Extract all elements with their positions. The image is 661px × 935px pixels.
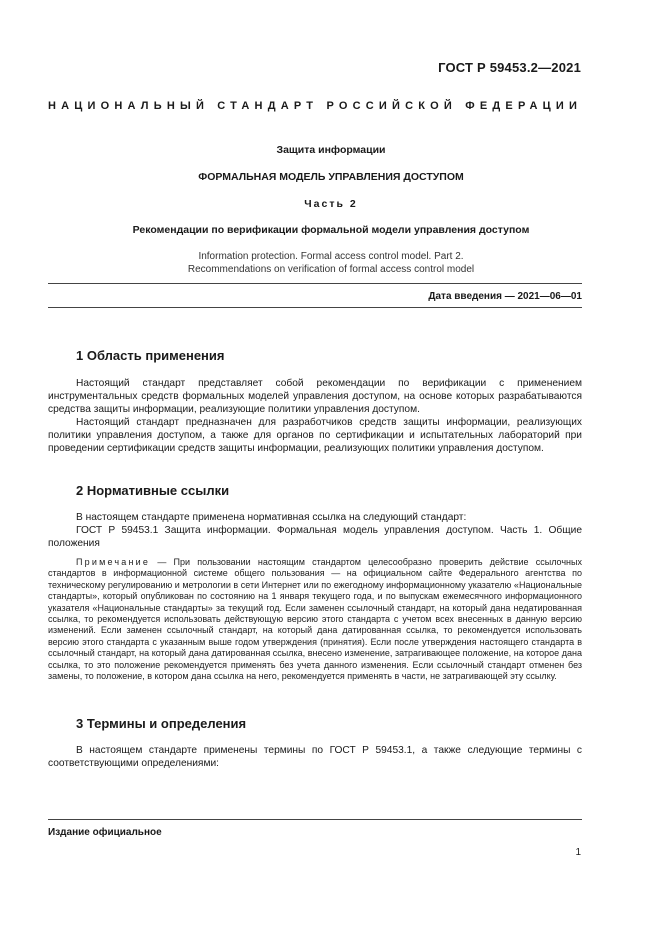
section-2-paragraph-2: ГОСТ Р 59453.1 Защита информации. Формальная модель управления доступом. Часть 1. Общие положения [48,525,582,549]
note-label: Примечание [76,557,151,567]
title-topic: Защита информации [276,144,386,156]
divider-bottom [48,307,582,308]
page-number: 1 [575,847,581,858]
section-1-paragraph-1: Настоящий стандарт представляет собой рекомендации по верификации с применением инструментальных средств формальных моделей управления доступом, на основе которых разрабатываются средства защиты информации, реализующие политики управления доступом. [48,378,582,415]
footer-divider [48,819,582,820]
title-english-line2: Recommendations on verification of formal access control model [187,264,475,275]
section-3-paragraph-1: В настоящем стандарте применены термины по ГОСТ Р 59453.1, а также следующие термины с соответствующими определениями: [48,745,582,769]
divider-top [48,283,582,284]
official-edition-label: Издание официальное [48,827,162,838]
section-1-paragraph-2: Настоящий стандарт предназначен для разработчиков средств защиты информации, реализующих политики управления доступом, а также для органов по сертификации и испытательных лабораторий при проведении сертификации средств защиты информации, реализующих политики управления доступом. [48,417,582,454]
note-text: — При пользовании настоящим стандартом целесообразно проверить действие ссылочных стандартов в информационной системе общего пользования — на официальном сайте Федерального агентства по техническому регулированию и метрологии в сети Интернет или по ежегодному информационному указателю «Национальные стандарты», который опубликован по состоянию на 1 января текущего года, и по выпускам ежемесячного информационного указателя «Национальные стандарты» за текущий год. Если заменен ссылочный стандарт, на который дана недатированная ссылка, то рекомендуется использовать действующую версию этого стандарта с учетом всех внесенных в данную версию изменений. Если заменен ссылочный стандарт, на который дана датированная ссылка, то рекомендуется использовать версию этого стандарта с указанным выше годом утверждения (принятия). Если после утверждения настоящего стандарта в ссылочный стандарт, на который дана датированная ссылка, внесено изменение, затрагивающее положение, на которое дана ссылка, то это положение рекомендуется применять без учета данного изменения. Если ссылочный стандарт отменен без замены, то положение, в котором дана ссылка на него, рекомендуется применять в части, не затрагивающей эту ссылку. [48,557,582,682]
section-2-heading: 2 Нормативные ссылки [76,483,230,498]
section-3-heading: 3 Термины и определения [76,716,247,731]
title-english [48,250,614,276]
title-part: Часть 2 [304,198,358,210]
gost-number: ГОСТ Р 59453.2—2021 [438,60,581,75]
section-2-paragraph-1: В настоящем стандарте применена нормативная ссылка на следующий стандарт: [76,512,467,523]
title-subtitle: Рекомендации по верификации формальной модели управления доступом [132,224,530,236]
section-1-heading: 1 Область применения [76,348,225,363]
introduction-date: Дата введения — 2021—06—01 [428,291,582,302]
national-standard-banner: НАЦИОНАЛЬНЫЙ СТАНДАРТ РОССИЙСКОЙ ФЕДЕРАЦИИ [48,100,583,112]
normative-note [48,557,582,682]
title-english-line1: Information protection. Formal access control model. Part 2. [198,251,464,262]
title-main: ФОРМАЛЬНАЯ МОДЕЛЬ УПРАВЛЕНИЯ ДОСТУПОМ [198,171,464,183]
